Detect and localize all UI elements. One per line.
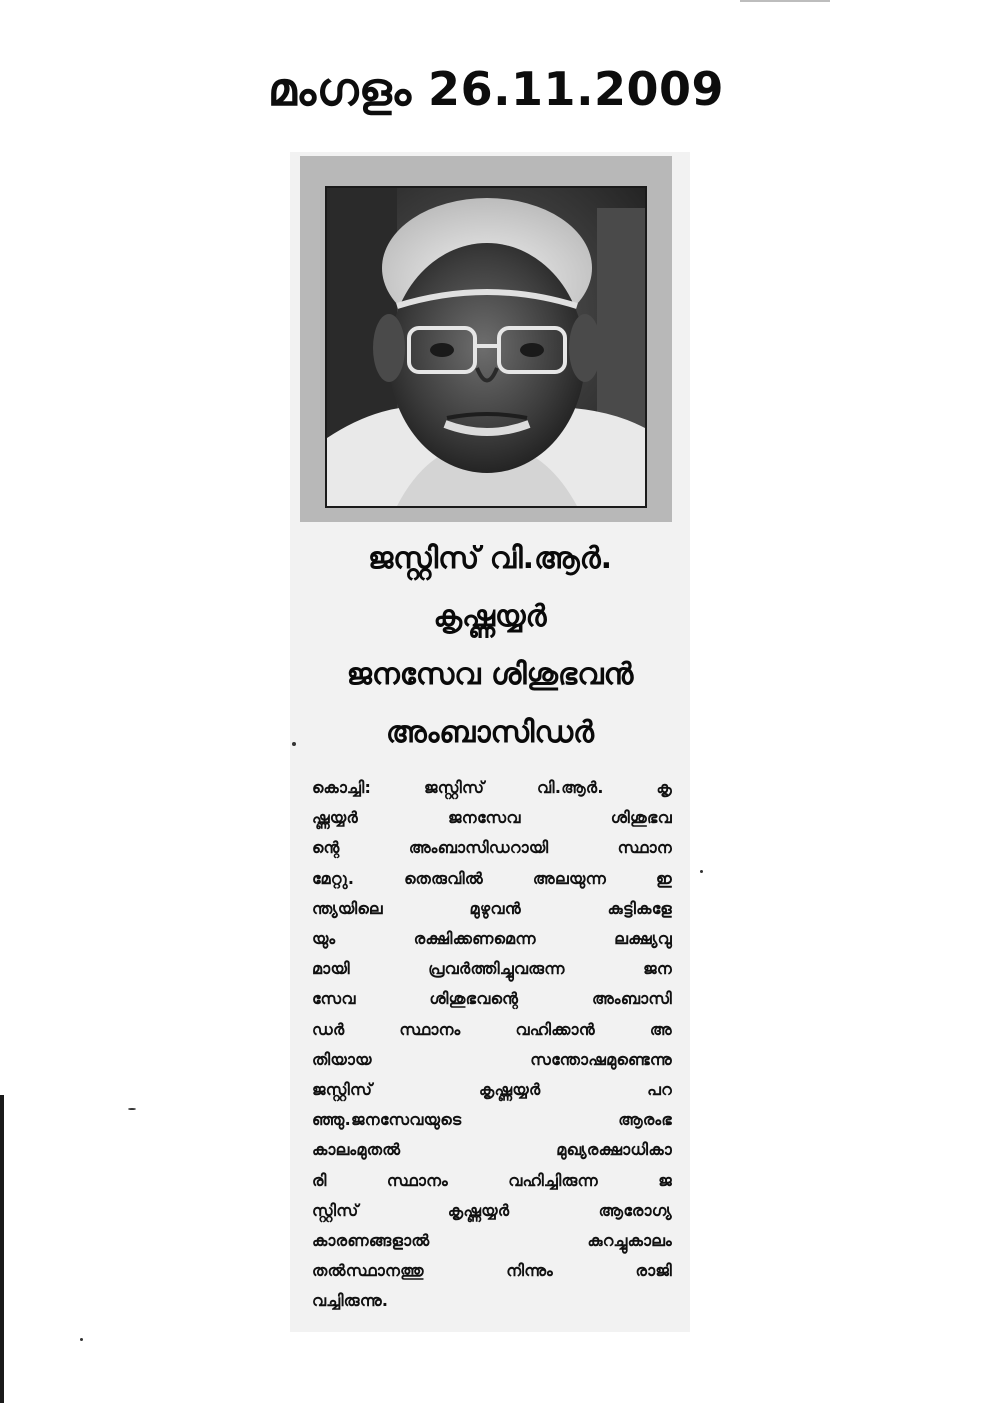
article-line: ഷ്ണയ്യർ ജനസേവ ശിശുഭവ (312, 808, 672, 828)
headline-line: കൃഷ്ണയ്യർ (433, 599, 547, 634)
headline-line: അംബാസിഡർ (385, 715, 595, 750)
masthead-title: മംഗളം 26.11.2009 (267, 62, 725, 116)
scan-speck (128, 1108, 136, 1110)
article-line: തൽസ്ഥാനത്തു നിന്നും രാജി (312, 1261, 672, 1281)
article-body (312, 773, 672, 1317)
scan-speck (700, 870, 703, 873)
headline-line: ജനസേവ ശിശുഭവൻ (346, 657, 634, 692)
scan-speck (292, 742, 296, 746)
portrait-photo (325, 186, 647, 508)
article-line: ഞ്ഞു.ജനസേവയുടെ ആരംഭ (312, 1110, 672, 1130)
article-line: മേറ്റു. തെരുവിൽ അലയുന്ന ഇ (312, 868, 672, 888)
headline (290, 530, 690, 762)
article-line: കൊച്ചി: ജസ്റ്റിസ് വി.ആർ. കൃ (312, 778, 672, 797)
article-line: ന്റെ അംബാസിഡറായി സ്ഥാന (312, 838, 672, 858)
article-line: ന്ത്യയിലെ മുഴുവൻ കുട്ടികളേ (312, 898, 672, 918)
headline-line: ജസ്റ്റിസ് വി.ആർ. (367, 541, 613, 576)
portrait-photo-icon (327, 188, 645, 506)
article-line: വച്ചിരുന്നു. (312, 1291, 389, 1311)
article-line: സ്റ്റിസ് കൃഷ്ണയ്യർ ആരോഗ്യ (312, 1200, 672, 1220)
article-line: കാരണങ്ങളാൽ കുറച്ചുകാലം (312, 1231, 672, 1251)
article-line: കാലംമുതൽ മുഖ്യരക്ഷാധികാ (312, 1140, 672, 1160)
article-line: സേവ ശിശുഭവന്റെ അംബാസി (312, 989, 672, 1009)
article-line: തിയായ സന്തോഷമുണ്ടെന്നു (312, 1049, 672, 1069)
article-line: രി സ്ഥാനം വഹിച്ചിരുന്ന ജ (312, 1170, 672, 1190)
photo-frame (300, 156, 672, 522)
scan-edge-mark (740, 0, 830, 2)
scan-speck (80, 1338, 83, 1341)
article-line: ജസ്റ്റിസ് കൃഷ്ണയ്യർ പറ (312, 1080, 672, 1100)
scan-edge-mark (0, 1095, 4, 1403)
article-line: യും രക്ഷിക്കണമെന്ന ലക്ഷ്യവു (312, 929, 672, 949)
article-line: മായി പ്രവർത്തിച്ചുവരുന്ന ജന (312, 959, 672, 979)
article-line: ഡർ സ്ഥാനം വഹിക്കാൻ അ (312, 1019, 672, 1039)
